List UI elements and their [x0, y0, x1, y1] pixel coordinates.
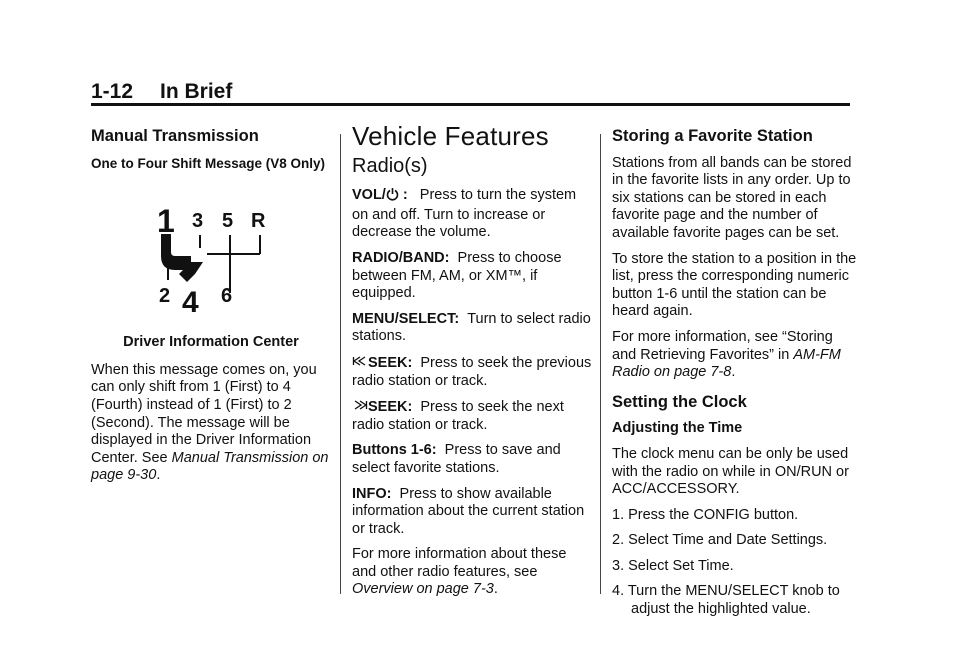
vehicle-features-title: Vehicle Features	[352, 121, 549, 151]
clock-step-3: 3. Select Set Time.	[612, 557, 734, 574]
seek-back-label: SEEK:	[368, 354, 413, 371]
shift-message-subheading: One to Four Shift Message (V8 Only)	[91, 155, 326, 171]
band-text: Press to choose between FM, AM, or XM™, if equipped.	[352, 249, 562, 302]
more-info-end: .	[493, 581, 498, 598]
seek-back-text: Press to seek the previous radio station or track.	[352, 354, 592, 389]
page-number: 1-12	[91, 80, 134, 103]
info-text: Press to show available information about the current station or track.	[352, 485, 585, 537]
clock-paragraph: The clock menu can be only be used with the radio on while in ON/RUN or ACC/ACCESSORY.	[612, 445, 849, 498]
adjusting-time-subheading: Adjusting the Time	[612, 420, 743, 437]
radio-item-info	[352, 486, 592, 539]
vol-text: Press to turn the system on and off. Turn to increase or decrease the volume.	[352, 187, 577, 241]
shift-message-text: When this message comes on, you can only shift from 1 (First) to 4 (Fourth) instead of 1 (First) to 2 (Second). The message will be displayed in the Driver Information Center. See	[91, 361, 317, 466]
header-rule	[91, 103, 850, 106]
radio-item-menu	[352, 311, 592, 346]
storing-paragraph-2: To store the station to a position in the list, press the corresponding numeric button 1-6 until the station can be heard again.	[612, 250, 857, 320]
shift-pattern-diagram	[91, 194, 336, 326]
manual-transmission-link[interactable]: Manual Transmission on page 9-30	[91, 449, 329, 484]
gear-4: 4	[182, 286, 199, 320]
gear-5: 5	[222, 210, 234, 233]
menu-label: MENU/SELECT:	[352, 310, 460, 327]
power-icon	[386, 187, 399, 207]
vol-label-colon: :	[398, 187, 412, 204]
column-divider-1	[340, 134, 341, 594]
gear-1: 1	[157, 203, 175, 240]
middle-column	[352, 121, 592, 607]
shift-message-end: .	[156, 467, 161, 484]
radio-more-info	[352, 546, 592, 599]
radios-subtitle: Radio(s)	[352, 154, 428, 177]
radio-item-seek-back	[352, 354, 592, 390]
seek-back-icon	[352, 354, 368, 372]
radio-item-seek-forward	[352, 398, 592, 434]
gear-3: 3	[192, 210, 204, 233]
clock-step-2: 2. Select Time and Date Settings.	[612, 532, 828, 549]
storing-paragraph-3-text: For more information, see “Storing and Retrieving Favorites” in	[612, 328, 833, 363]
vol-label: VOL/	[352, 187, 386, 204]
figure-caption: Driver Information Center	[123, 334, 299, 351]
section-title: In Brief	[160, 80, 233, 103]
manual-transmission-heading: Manual Transmission	[91, 127, 259, 145]
setting-clock-heading: Setting the Clock	[612, 392, 747, 411]
right-column	[612, 128, 857, 627]
buttons-label: Buttons 1-6:	[352, 442, 437, 459]
radio-item-vol	[352, 187, 592, 242]
gear-2: 2	[159, 285, 171, 308]
radio-item-buttons	[352, 442, 592, 477]
overview-link[interactable]: Overview on page 7-3	[352, 581, 494, 598]
gear-6: 6	[221, 285, 233, 308]
column-divider-2	[600, 134, 601, 594]
left-column	[91, 128, 331, 493]
clock-step-4: 4. Turn the MENU/SELECT knob to adjust the highlighted value.	[612, 583, 840, 618]
seek-forward-text: Press to seek the next radio station or track.	[352, 399, 564, 433]
storing-favorite-heading: Storing a Favorite Station	[612, 127, 813, 145]
shift-pattern-figure	[91, 194, 336, 326]
more-info-text: For more information about these and other radio features, see	[352, 546, 567, 580]
storing-paragraph-1: Stations from all bands can be stored in the favorite lists in any order. Up to six stations can be stored in each favorite page and the number of available favorite pages can be set.	[612, 154, 852, 241]
clock-step-1: 1. Press the CONFIG button.	[612, 506, 799, 523]
buttons-text: Press to save and select favorite stations.	[352, 442, 561, 476]
menu-text: Turn to select radio stations.	[352, 310, 591, 345]
seek-forward-label: SEEK:	[368, 399, 413, 416]
clock-steps-list	[612, 507, 857, 619]
storing-paragraph-3	[612, 329, 857, 382]
storing-paragraph-3-end: .	[731, 364, 736, 381]
seek-forward-icon	[352, 398, 368, 416]
info-label: INFO:	[352, 485, 392, 502]
shift-message-paragraph	[91, 362, 331, 485]
am-fm-radio-link[interactable]: AM-FM Radio on page 7-8	[612, 346, 841, 381]
radio-item-band	[352, 250, 592, 303]
band-label: RADIO/BAND:	[352, 249, 450, 266]
gear-r: R	[251, 210, 266, 233]
